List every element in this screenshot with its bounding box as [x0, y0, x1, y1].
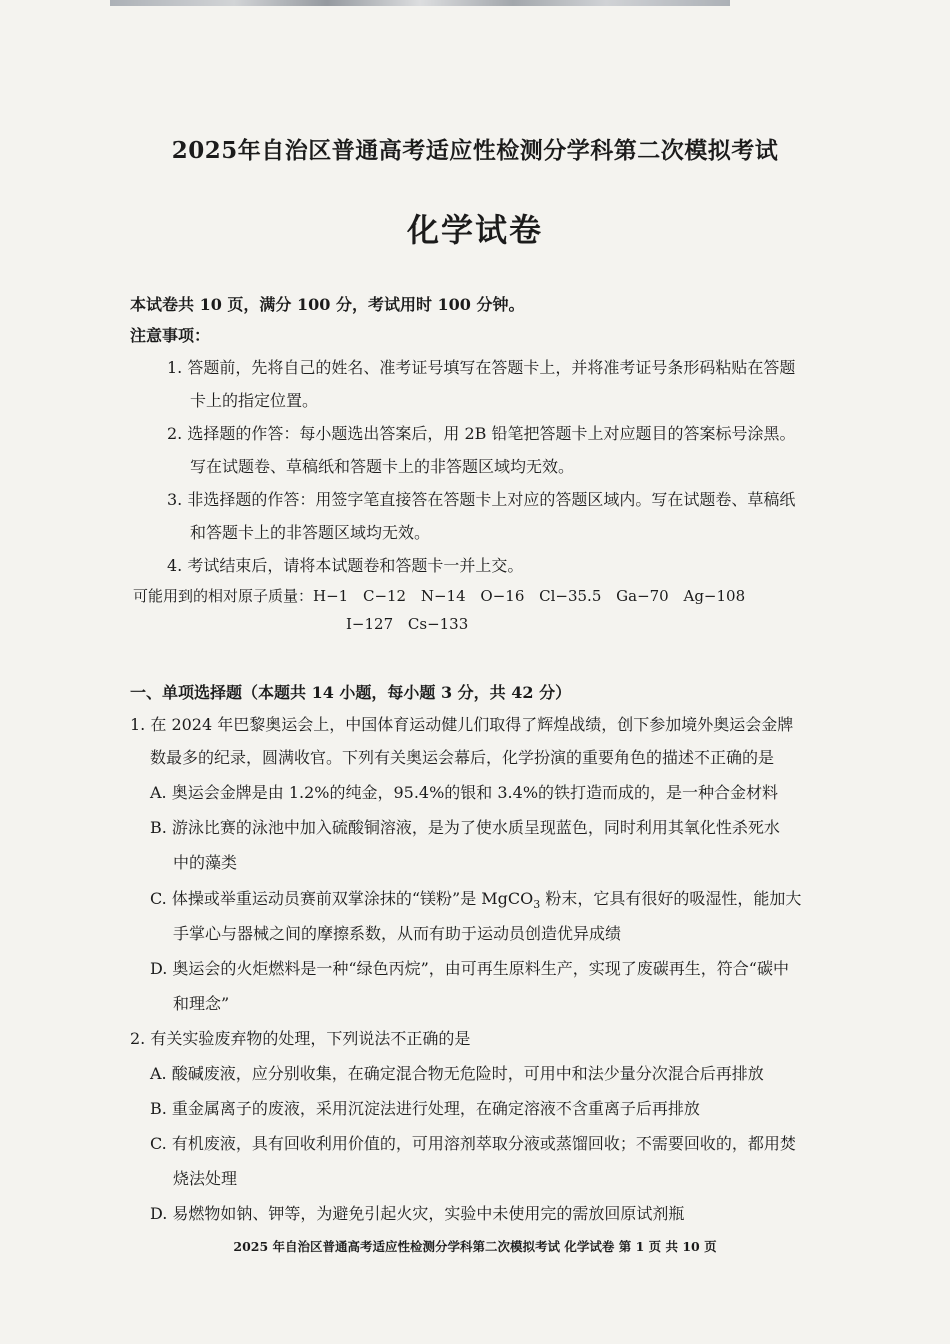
option-c: [150, 886, 801, 911]
question-stem: 1. 在 2024 年巴黎奥运会上，中国体育运动健儿们取得了辉煌战绩，创下参加境外奥运会金牌: [130, 715, 794, 734]
note-line: 卡上的指定位置。: [190, 391, 319, 410]
subscript: 3: [533, 898, 541, 912]
option-a: A. 奥运会金牌是由 1.2%的纯金，95.4%的银和 3.4%的铁打造而成的，是一种合金材料: [150, 783, 779, 802]
option-d: D. 易燃物如钠、钾等，为避免引起火灾，实验中未使用完的需放回原试剂瓶: [150, 1204, 685, 1223]
option-c-text: 粉末，它具有很好的吸湿性，能加大: [540, 889, 802, 908]
note-line: 1. 答题前，先将自己的姓名、准考证号填写在答题卡上，并将准考证号条形码粘贴在答题: [167, 358, 796, 377]
notice-title: 注意事项：: [130, 326, 211, 345]
note-line: 4. 考试结束后，请将本试题卷和答题卡一并上交。: [167, 556, 524, 575]
scan-edge-strip: [110, 0, 730, 6]
question-stem: 2. 有关实验废弃物的处理，下列说法不正确的是: [130, 1029, 471, 1048]
option-c-text: C. 体操或举重运动员赛前双掌涂抹的“镁粉”是 MgCO: [150, 889, 534, 908]
option-d-cont: 和理念”: [173, 994, 230, 1013]
option-c-cont: 手掌心与器械之间的摩擦系数，从而有助于运动员创造优异成绩: [173, 924, 622, 943]
option-c: C. 有机废液，具有回收利用价值的，可用溶剂萃取分液或蒸馏回收；不需要回收的，都用焚: [150, 1134, 796, 1153]
section-heading: 一、单项选择题（本题共 14 小题，每小题 3 分，共 42 分）: [130, 683, 572, 702]
note-line: 和答题卡上的非答题区域均无效。: [190, 523, 431, 542]
note-line: 3. 非选择题的作答：用签字笔直接答在答题卡上对应的答题区域内。写在试题卷、草稿纸: [167, 490, 796, 509]
option-b-cont: 中的藻类: [173, 853, 238, 872]
option-d: D. 奥运会的火炬燃料是一种“绿色丙烷”，由可再生原料生产，实现了废碳再生，符合“碳中: [150, 959, 789, 978]
atomic-mass-line: I−127 Cs−133: [346, 615, 469, 633]
exam-title: 2025年自治区普通高考适应性检测分学科第二次模拟考试: [171, 137, 779, 164]
note-line: 写在试题卷、草稿纸和答题卡上的非答题区域均无效。: [190, 457, 575, 476]
option-c-cont: 烧法处理: [173, 1169, 238, 1188]
option-b: B. 游泳比赛的泳池中加入硫酸铜溶液，是为了使水质呈现蓝色，同时利用其氧化性杀死水: [150, 818, 780, 837]
option-a: A. 酸碱废液，应分别收集，在确定混合物无危险时，可用中和法少量分次混合后再排放: [150, 1064, 764, 1083]
exam-summary: 本试卷共 10 页，满分 100 分，考试用时 100 分钟。: [130, 295, 525, 314]
option-b: B. 重金属离子的废液，采用沉淀法进行处理，在确定溶液不含重离子后再排放: [150, 1099, 700, 1118]
atomic-mass-line: 可能用到的相对原子质量：H−1 C−12 N−14 O−16 Cl−35.5 Ga−70 Ag−108: [133, 587, 746, 605]
note-line: 2. 选择题的作答：每小题选出答案后，用 2B 铅笔把答题卡上对应题目的答案标号涂黑。: [167, 424, 796, 443]
question-stem: 数最多的纪录，圆满收官。下列有关奥运会幕后，化学扮演的重要角色的描述不正确的是: [150, 748, 775, 767]
page-footer: 2025 年自治区普通高考适应性检测分学科第二次模拟考试 化学试卷 第 1 页 共 10 页: [233, 1239, 717, 1254]
subject-title: 化学试卷: [406, 211, 543, 249]
